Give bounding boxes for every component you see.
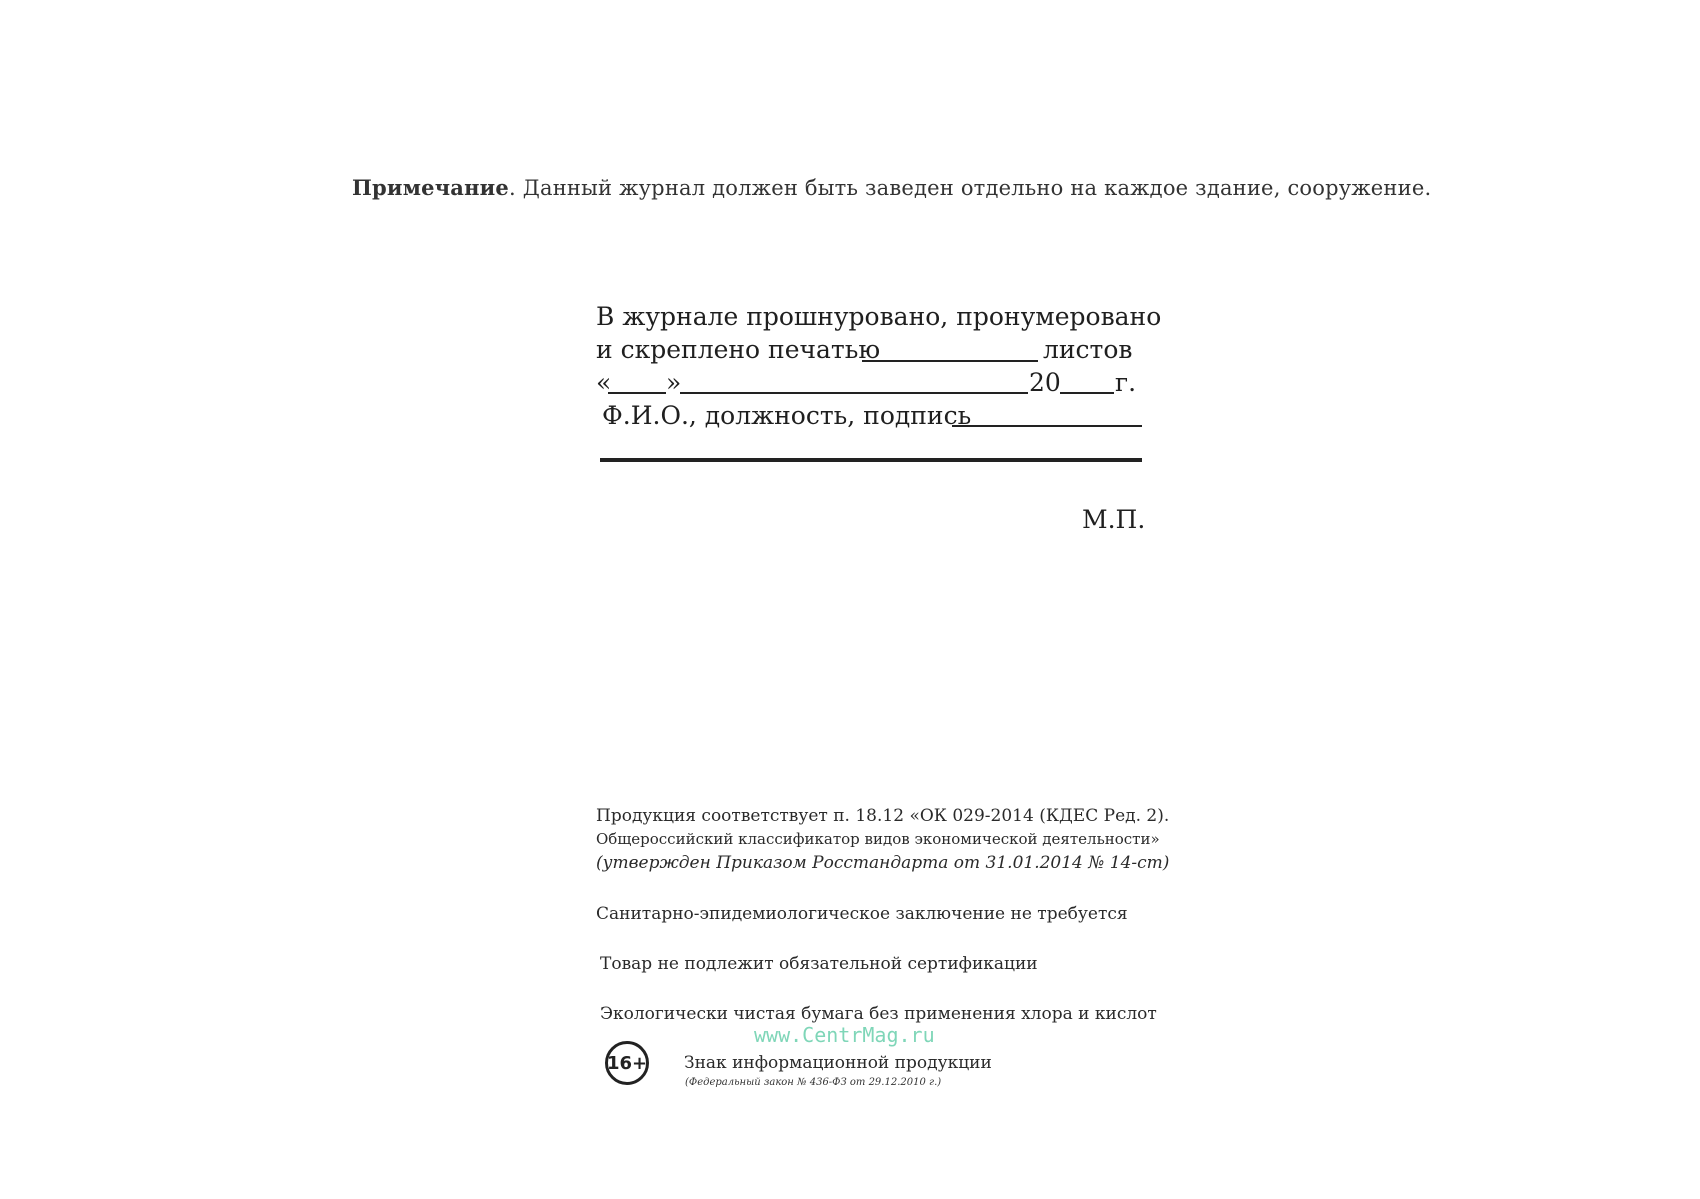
cert-line-2-suffix: листов bbox=[1043, 335, 1133, 364]
cert-line-1: В журнале прошнуровано, пронумеровано bbox=[596, 302, 1162, 331]
signature-full-line bbox=[600, 458, 1142, 462]
cert-line-2-prefix: и скреплено печатью bbox=[596, 335, 881, 364]
signature-label: Ф.И.О., должность, подпись bbox=[602, 401, 972, 430]
day-blank bbox=[608, 392, 666, 394]
signature-blank bbox=[952, 425, 1142, 427]
paper-note: Экологически чистая бумага без применения хлора и кислот bbox=[600, 1004, 1157, 1024]
info-sign-law: (Федеральный закон № 436-ФЗ от 29.12.2010 г.) bbox=[685, 1077, 942, 1088]
note-label: Примечание bbox=[352, 175, 509, 200]
year-suffix: г. bbox=[1115, 368, 1137, 397]
info-line-2: Общероссийский классификатор видов экономической деятельности» bbox=[596, 830, 1160, 848]
info-sign-title: Знак информационной продукции bbox=[684, 1053, 992, 1073]
info-line-3: (утвержден Приказом Росстандарта от 31.01.2014 № 14-ст) bbox=[596, 853, 1170, 873]
year-blank bbox=[1060, 392, 1114, 394]
note-line bbox=[352, 175, 1431, 200]
stamp-place: М.П. bbox=[1082, 505, 1146, 534]
month-blank bbox=[680, 392, 1028, 394]
note-text: . Данный журнал должен быть заведен отдельно на каждое здание, сооружение. bbox=[508, 176, 1432, 200]
sheets-count-blank bbox=[862, 360, 1038, 362]
sanitary-note: Санитарно-эпидемиологическое заключение не требуется bbox=[596, 904, 1128, 924]
date-close-quote: » bbox=[666, 368, 682, 397]
date-open-quote: « bbox=[596, 368, 612, 397]
info-line-1: Продукция соответствует п. 18.12 «ОК 029-2014 (КДЕС Ред. 2). bbox=[596, 806, 1170, 826]
watermark: www.CentrMag.ru bbox=[754, 1023, 935, 1047]
age-rating-icon: 16+ bbox=[605, 1041, 649, 1085]
certification-note: Товар не подлежит обязательной сертификации bbox=[600, 954, 1038, 974]
year-prefix: 20 bbox=[1029, 368, 1061, 397]
